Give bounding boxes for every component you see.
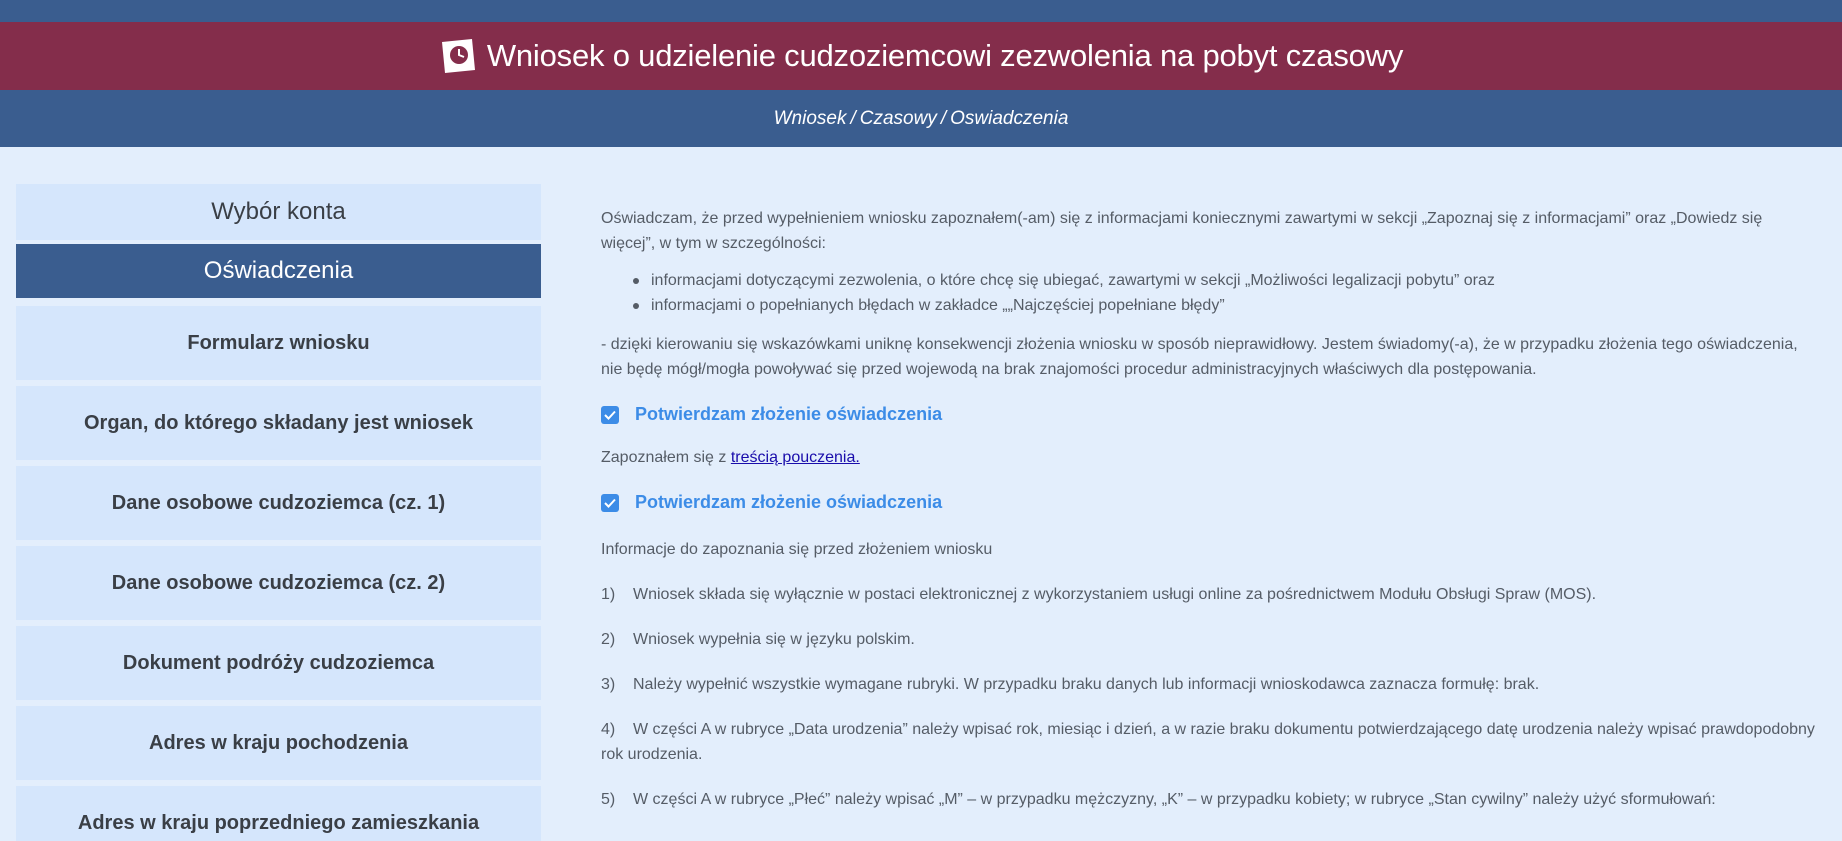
breadcrumb-separator: / — [940, 107, 947, 129]
sidebar-item-organ[interactable]: Organ, do którego składany jest wniosek — [16, 386, 541, 460]
list-number: 2) — [601, 631, 616, 648]
list-text: W części A w rubryce „Płeć” należy wpisać „M” – w przypadku mężczyzny, „K” – w przypadku kobiety; w rubryce „Stan cywilny” należy użyć sformułowań: — [633, 791, 1716, 808]
list-number: 4) — [601, 721, 616, 738]
list-number: 1) — [601, 586, 616, 603]
breadcrumb-item-oswiadczenia: Oswiadczenia — [950, 107, 1069, 129]
sidebar-item-adres-pochodzenia[interactable]: Adres w kraju pochodzenia — [16, 706, 541, 780]
title-bar — [0, 22, 1842, 90]
list-item: informacjami dotyczącymi zezwolenia, o które chcę się ubiegać, zawartymi w sekcji „Możliwości legalizacji pobytu” oraz — [651, 268, 1816, 293]
confirm-instruction-label[interactable]: Potwierdzam złożenie oświadczenia — [635, 492, 943, 512]
info-section-title: Informacje do zapoznania się przed złożeniem wniosku — [601, 541, 993, 558]
list-text: Wniosek wypełnia się w języku polskim. — [633, 631, 915, 648]
list-text: Należy wypełnić wszystkie wymagane rubryki. W przypadku braku danych lub informacji wnioskodawca zaznacza formułę: brak. — [633, 676, 1540, 693]
sidebar-item-dane-osobowe-2[interactable]: Dane osobowe cudzoziemca (cz. 2) — [16, 546, 541, 620]
sidebar-item-formularz[interactable]: Formularz wniosku — [16, 306, 541, 380]
list-item — [601, 627, 1816, 652]
top-strip — [0, 0, 1842, 22]
list-text: Wniosek składa się wyłącznie w postaci elektronicznej z wykorzystaniem usługi online za pośrednictwem Modułu Obsługi Spraw (MOS). — [633, 586, 1597, 603]
sidebar-item-dane-osobowe-1[interactable]: Dane osobowe cudzoziemca (cz. 1) — [16, 466, 541, 540]
list-item — [601, 582, 1816, 607]
confirm-declaration-label[interactable]: Potwierdzam złożenie oświadczenia — [635, 404, 943, 424]
declaration-bullets — [651, 268, 1816, 318]
sidebar-item-account[interactable]: Wybór konta — [16, 184, 541, 240]
sidebar-item-oswiadczenia[interactable]: Oświadczenia — [16, 244, 541, 298]
sidebar-item-adres-poprzedni[interactable]: Adres w kraju poprzedniego zamieszkania — [16, 786, 541, 841]
confirm-declaration-checkbox[interactable] — [601, 402, 1816, 427]
list-item: informacjami o popełnianych błędach w zakładce „„Najczęściej popełniane błędy” — [651, 293, 1816, 318]
list-number: 3) — [601, 676, 616, 693]
check-icon[interactable] — [601, 406, 619, 424]
breadcrumb-item-czasowy[interactable]: Czasowy — [859, 107, 937, 129]
confirm-instruction-checkbox[interactable] — [601, 490, 1816, 515]
main-content — [601, 206, 1816, 832]
instruction-link[interactable]: treścią pouczenia. — [730, 449, 860, 466]
sidebar-item-dokument-podrozy[interactable]: Dokument podróży cudzoziemca — [16, 626, 541, 700]
clock-card-icon — [439, 36, 479, 76]
breadcrumb-separator: / — [850, 107, 856, 129]
breadcrumb — [0, 90, 1842, 147]
declaration-statement: - dzięki kierowaniu się wskazówkami uniknę konsekwencji złożenia wniosku w sposób nieprawidłowy. Jestem świadomy(-a), że w przypadku złożenia tego oświadczenia, nie będę mógł/mogła powoływać się przed wojewodą na brak znajomości procedur administracyjnych właściwych dla postępowania. — [601, 336, 1798, 378]
sidebar — [16, 184, 541, 841]
page-title: Wniosek o udzielenie cudzoziemcowi zezwolenia na pobyt czasowy — [486, 38, 1404, 73]
list-text: W części A w rubryce „Data urodzenia” należy wpisać rok, miesiąc i dzień, a w razie braku dokumentu potwierdzającego datę urodzenia należy wpisać prawdopodobny rok urodzenia. — [601, 721, 1815, 763]
acknowledgement-text — [601, 445, 1816, 470]
breadcrumb-item-wniosek[interactable]: Wniosek — [773, 107, 847, 129]
list-item — [601, 717, 1816, 767]
list-number: 5) — [601, 791, 616, 808]
check-icon[interactable] — [601, 494, 619, 512]
list-item — [601, 787, 1816, 812]
declaration-intro: Oświadczam, że przed wypełnieniem wniosku zapoznałem(-am) się z informacjami koniecznymi zawartymi w sekcji „Zapoznaj się z informacjami” oraz „Dowiedz się więcej”, w tym w szczególności: — [601, 210, 1763, 252]
list-item — [601, 672, 1816, 697]
acknowledgement-prefix: Zapoznałem się z — [601, 449, 731, 466]
